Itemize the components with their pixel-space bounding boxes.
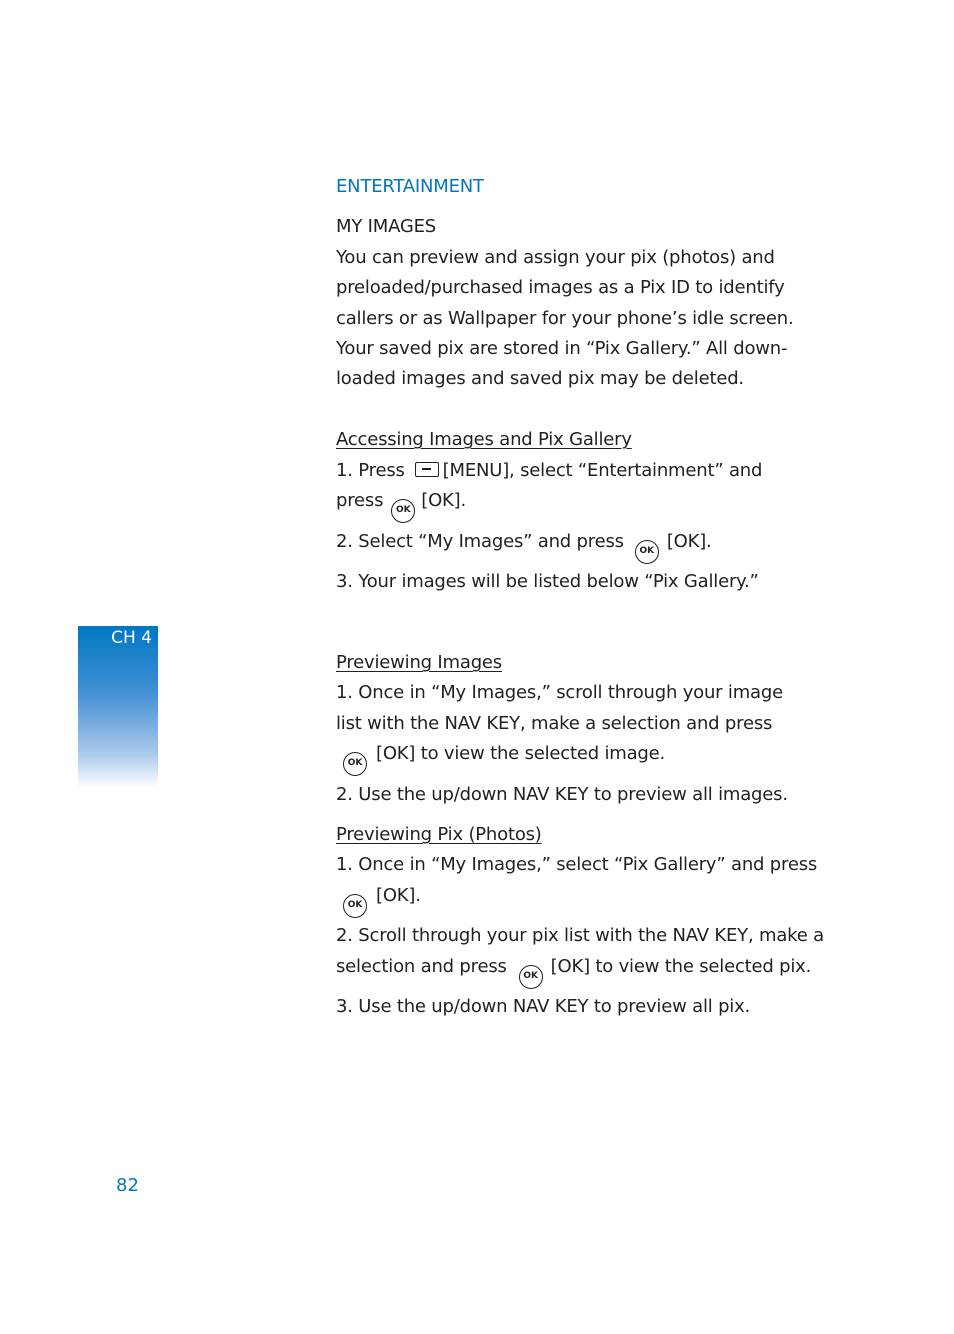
previewing-pix-step-2: 2. Scroll through your pix list with the NAV KEY, make a — [336, 925, 824, 946]
intro-line: callers or as Wallpaper for your phone’s idle screen. — [336, 308, 794, 329]
accessing-step-1-cont — [336, 490, 466, 523]
page-heading: MY IMAGES — [336, 216, 437, 237]
step-text: [OK]. — [421, 490, 467, 511]
step-text: 1. Press — [336, 460, 405, 481]
step-text: 2. Select “My Images” and press — [336, 531, 624, 552]
previewing-images-step-1-cont: list with the NAV KEY, make a selection and press — [336, 713, 773, 734]
accessing-step-1 — [336, 460, 762, 482]
previewing-pix-step-1: 1. Once in “My Images,” select “Pix Gallery” and press — [336, 854, 818, 875]
step-text: press — [336, 490, 384, 511]
ok-key-icon: OK — [519, 965, 543, 989]
accessing-step-2 — [336, 531, 712, 564]
previewing-images-step-1: 1. Once in “My Images,” scroll through your image — [336, 682, 783, 703]
intro-line: preloaded/purchased images as a Pix ID to identify — [336, 277, 785, 298]
step-text: [OK] to view the selected image. — [376, 743, 666, 764]
menu-key-icon — [415, 462, 439, 477]
ok-key-icon: OK — [343, 894, 367, 918]
step-text: selection and press — [336, 956, 507, 977]
previewing-pix-step-1-cont — [336, 885, 421, 918]
section-title: ENTERTAINMENT — [336, 176, 484, 197]
ok-key-icon: OK — [391, 499, 415, 523]
accessing-step-3: 3. Your images will be listed below “Pix Gallery.” — [336, 571, 759, 592]
previewing-images-title: Previewing Images — [336, 652, 502, 673]
chapter-label: CH 4 — [111, 628, 152, 648]
intro-line: loaded images and saved pix may be deleted. — [336, 368, 744, 389]
ok-key-icon: OK — [343, 752, 367, 776]
previewing-images-step-2: 2. Use the up/down NAV KEY to preview all images. — [336, 784, 788, 805]
previewing-images-step-1-end — [336, 743, 665, 776]
intro-line: Your saved pix are stored in “Pix Gallery.” All down- — [336, 338, 788, 359]
chapter-tab — [78, 626, 158, 788]
intro-line: You can preview and assign your pix (photos) and — [336, 247, 775, 268]
step-text: [OK]. — [376, 885, 421, 906]
previewing-pix-step-3: 3. Use the up/down NAV KEY to preview all pix. — [336, 996, 751, 1017]
step-text: [MENU], select “Entertainment” and — [442, 460, 763, 481]
step-text: [OK]. — [666, 531, 712, 552]
accessing-title: Accessing Images and Pix Gallery — [336, 429, 632, 450]
previewing-pix-step-2-cont — [336, 956, 811, 989]
step-text: [OK] to view the selected pix. — [550, 956, 812, 977]
ok-key-icon: OK — [635, 540, 659, 564]
page-number: 82 — [116, 1175, 139, 1196]
previewing-pix-title: Previewing Pix (Photos) — [336, 824, 542, 845]
